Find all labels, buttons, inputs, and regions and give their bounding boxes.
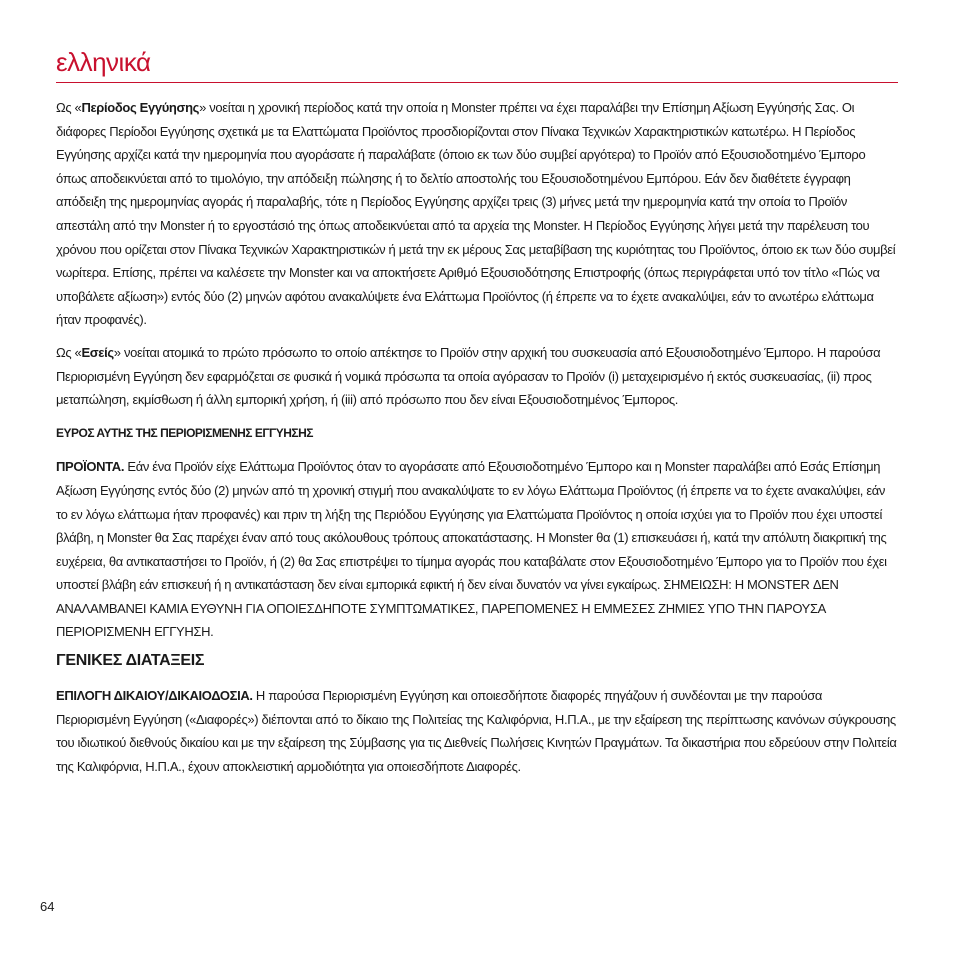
title-divider: [56, 82, 898, 83]
scope-heading: ΕΥΡΟΣ ΑΥΤΗΣ ΤΗΣ ΠΕΡΙΟΡΙΣΜΕΝΗΣ ΕΓΓΥΗΣΗΣ: [56, 425, 313, 440]
paragraph-products: [56, 455, 898, 644]
term-products: ΠΡΟΪΟΝΤΑ.: [56, 459, 125, 475]
term-warranty-period: Περίοδος Εγγύησης: [81, 100, 200, 115]
document-body: [56, 96, 898, 778]
page-title: ελληνικά: [56, 47, 151, 77]
term-you: Εσείς: [81, 344, 114, 360]
general-provisions-heading: ΓΕΝΙΚΕΣ ΔΙΑΤΑΞΕΙΣ: [56, 652, 205, 670]
lead-quote: Ως «: [56, 100, 82, 115]
paragraph-you: [56, 341, 898, 412]
paragraph-choice-of-law: [56, 684, 898, 778]
paragraph-warranty-period: [56, 96, 898, 332]
paragraph-text: Εάν ένα Προϊόν είχε Ελάττωμα Προϊόντος όταν το αγοράσατε από Εξουσιοδοτημένο Έμπορο και η Monster παραλάβει από Εσάς Επίσημη Αξίωση Εγγύησης εντός δύο (2) μηνών από τη χρονική στιγμή που ανακαλύψατε το εν λόγω Ελάττωμα Προϊόντος (ή έπρεπε να το έχετε ανακαλύψει, εάν το εν λόγω ελάττωμα ήταν προφανές) και πριν τη λήξη της Περιόδου Εγγύησης για Ελαττώματα Προϊόντος η οποία ισχύει για το Προϊόν που έχει υποστεί βλάβη, η Monster θα Σας παρέχει έναν από τους ακόλουθους τρόπους αποκατάστασης. Η Monster θα (1) επισκευάσει ή, κατά την απόλυτη διακριτική της ευχέρεια, θα αντικαταστήσει το Προϊόν, ή (2) θα Σας επιστρέψει το τίμημα αγοράς που καταβάλατε στον Εξουσιοδοτημένο Έμπορο για το Προϊόν που έχει υποστεί βλάβη εάν επισκευή ή η αντικατάσταση δεν είναι εμπορικά εφικτή ή δεν είναι δυνατόν να γίνει εγκαίρως. ΣΗΜΕΙΩΣΗ: Η MONSTER ΔΕΝ ΑΝΑΛΑΜΒΑΝΕΙ ΚΑΜΙΑ ΕΥΘΥΝΗ ΓΙΑ ΟΠΟΙΕΣΔΗΠΟΤΕ ΣΥΜΠΤΩΜΑΤΙΚΕΣ, ΠΑΡΕΠΟΜΕΝΕΣ Η ΕΜΜΕΣΕΣ ΖΗΜΙΕΣ ΥΠΟ ΤΗΝ ΠΑΡΟΥΣΑ ΠΕΡΙΟΡΙΣΜΕΝΗ ΕΓΓΥΗΣΗ.: [56, 459, 887, 640]
paragraph-text: » νοείται η χρονική περίοδος κατά την οποία η Monster πρέπει να έχει παραλάβει την Επίσημη Αξίωση Εγγύησής Σας. Οι διάφορες Περίοδοι Εγγύησης σχετικά με τα Ελαττώματα Προϊόντος προσδιορίζονται στον Πίνακα Τεχνικών Χαρακτηριστικών κατωτέρω. Η Περίοδος Εγγύησης αρχίζει κατά την ημερομηνία που αγοράσατε ή παραλάβατε (όποιο εκ των δύο συμβεί αργότερα) το Προϊόν από Εξουσιοδοτημένο Έμπορο όπως αποδεικνύεται από το τιμολόγιο, την απόδειξη πώλησης ή το δελτίο αποστολής του Εξουσιοδοτημένου Εμπόρου. Εάν δεν διαθέτετε έγγραφη απόδειξη της ημερομηνίας αγοράς ή παραλαβής, τότε η Περίοδος Εγγύησης αρχίζει τρεις (3) μήνες μετά την ημερομηνία κατά την οποία το Προϊόν απεστάλη από την Monster ή το εργοστάσιό της όπως αποδεικνύεται από τα αρχεία της Monster. Η Περίοδος Εγγύησης λήγει μετά την παρέλευση του χρόνου που ορίζεται στον Πίνακα Τεχνικών Χαρακτηριστικών ή μετά την εκ μέρους Σας μεταβίβαση της κυριότητας του Προϊόντος, όποιο εκ των δύο συμβεί νωρίτερα. Επίσης, πρέπει να καλέσετε την Monster και να αποκτήσετε Αριθμό Εξουσιοδότησης Επιστροφής (όπως περιγράφεται υπό τον τίτλο «Πώς να υποβάλετε αξίωση») εντός δύο (2) μηνών αφότου ανακαλύψετε ένα Ελάττωμα Προϊόντος (ή έπρεπε να το έχετε ανακαλύψει, εάν το ανωτέρω ελάττωμα ήταν προφανές).: [56, 100, 896, 328]
lead-quote: Ως «: [56, 344, 82, 360]
page-number: 64: [40, 899, 55, 914]
paragraph-text: Η παρούσα Περιορισμένη Εγγύηση και οποιεσδήποτε διαφορές πηγάζουν ή συνδέονται με την παρούσα Περιορισμένη Εγγύηση («Διαφορές») διέπονται από το δίκαιο της Πολιτείας της Καλιφόρνια, Η.Π.Α., με την εξαίρεση της περίπτωσης κανόνων σύγκρουσης του ιδιωτικού διεθνούς δικαίου και με την εξαίρεση της Σύμβασης για τις Διεθνείς Πωλήσεις Κινητών Πραγμάτων. Τα δικαστήρια που εδρεύουν στην Πολιτεία της Καλιφόρνια, Η.Π.Α., έχουν αποκλειστική αρμοδιότητα για οποιεσδήποτε Διαφορές.: [56, 688, 897, 774]
term-choice-of-law: ΕΠΙΛΟΓΗ ΔΙΚΑΙΟΥ/ΔΙΚΑΙΟΔΟΣΙΑ.: [56, 688, 253, 704]
paragraph-text: » νοείται ατομικά το πρώτο πρόσωπο το οποίο απέκτησε το Προϊόν στην αρχική του συσκευασία από Εξουσιοδοτημένο Έμπορο. Η παρούσα Περιορισμένη Εγγύηση δεν εφαρμόζεται σε φυσικά ή νομικά πρόσωπα τα οποία αγόρασαν το Προϊόν (i) μεταχειρισμένο ή εκτός συσκευασίας, (ii) προς μεταπώληση, εκμίσθωση ή άλλη εμπορική χρήση, ή (iii) από πρόσωπο που δεν είναι Εξουσιοδοτημένος Έμπορος.: [56, 344, 881, 408]
